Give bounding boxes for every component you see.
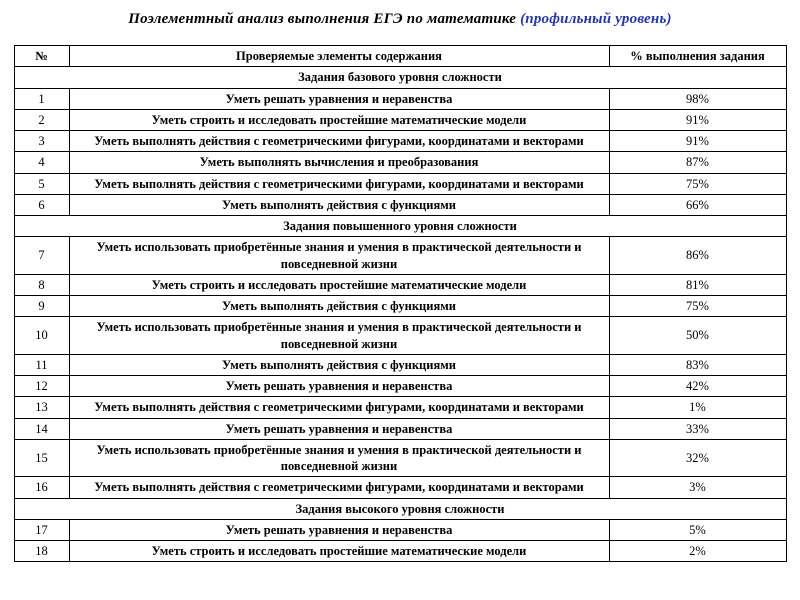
completion-percent: 75%	[609, 173, 786, 194]
table-row	[14, 519, 786, 540]
table-body	[14, 67, 786, 562]
table-row	[14, 317, 786, 355]
completion-percent: 42%	[609, 376, 786, 397]
completion-percent: 2%	[609, 541, 786, 562]
section-header-row	[14, 67, 786, 88]
table-row	[14, 541, 786, 562]
row-number: 15	[14, 439, 69, 477]
row-number: 3	[14, 131, 69, 152]
table-row	[14, 237, 786, 275]
table-row	[14, 88, 786, 109]
content-element: Уметь выполнять действия с геометрическими фигурами, координатами и векторами	[69, 477, 609, 498]
completion-percent: 1%	[609, 397, 786, 418]
completion-percent: 66%	[609, 194, 786, 215]
row-number: 4	[14, 152, 69, 173]
content-element: Уметь строить и исследовать простейшие математические модели	[69, 109, 609, 130]
content-element: Уметь использовать приобретённые знания и умения в практической деятельности и повседневной жизни	[69, 237, 609, 275]
content-element: Уметь выполнять действия с функциями	[69, 296, 609, 317]
row-number: 9	[14, 296, 69, 317]
content-element: Уметь решать уравнения и неравенства	[69, 376, 609, 397]
completion-percent: 5%	[609, 519, 786, 540]
row-number: 11	[14, 354, 69, 375]
table-row	[14, 152, 786, 173]
section-title: Задания высокого уровня сложности	[14, 498, 786, 519]
section-header-row	[14, 498, 786, 519]
row-number: 12	[14, 376, 69, 397]
row-number: 16	[14, 477, 69, 498]
completion-percent: 81%	[609, 274, 786, 295]
row-number: 14	[14, 418, 69, 439]
table-row	[14, 354, 786, 375]
table-row	[14, 296, 786, 317]
content-element: Уметь выполнять действия с геометрическими фигурами, координатами и векторами	[69, 397, 609, 418]
table-row	[14, 439, 786, 477]
completion-percent: 32%	[609, 439, 786, 477]
table-row	[14, 173, 786, 194]
completion-percent: 33%	[609, 418, 786, 439]
analysis-table	[14, 45, 787, 562]
row-number: 17	[14, 519, 69, 540]
section-header-row	[14, 216, 786, 237]
table-row	[14, 274, 786, 295]
row-number: 18	[14, 541, 69, 562]
completion-percent: 83%	[609, 354, 786, 375]
content-element: Уметь выполнять действия с геометрическими фигурами, координатами и векторами	[69, 173, 609, 194]
completion-percent: 3%	[609, 477, 786, 498]
row-number: 1	[14, 88, 69, 109]
table-row	[14, 418, 786, 439]
content-element: Уметь выполнять действия с функциями	[69, 354, 609, 375]
content-element: Уметь использовать приобретённые знания и умения в практической деятельности и повседневной жизни	[69, 439, 609, 477]
page-title-main: Поэлементный анализ выполнения ЕГЭ по математике	[128, 11, 521, 27]
row-number: 5	[14, 173, 69, 194]
completion-percent: 98%	[609, 88, 786, 109]
table-row	[14, 194, 786, 215]
row-number: 13	[14, 397, 69, 418]
col-header-content: Проверяемые элементы содержания	[69, 46, 609, 67]
content-element: Уметь решать уравнения и неравенства	[69, 418, 609, 439]
col-header-number: №	[14, 46, 69, 67]
content-element: Уметь решать уравнения и неравенства	[69, 519, 609, 540]
row-number: 10	[14, 317, 69, 355]
table-row	[14, 477, 786, 498]
content-element: Уметь строить и исследовать простейшие математические модели	[69, 274, 609, 295]
completion-percent: 91%	[609, 131, 786, 152]
table-row	[14, 109, 786, 130]
section-title: Задания повышенного уровня сложности	[14, 216, 786, 237]
completion-percent: 87%	[609, 152, 786, 173]
section-title: Задания базового уровня сложности	[14, 67, 786, 88]
content-element: Уметь выполнять вычисления и преобразования	[69, 152, 609, 173]
table-header-row	[14, 46, 786, 67]
completion-percent: 91%	[609, 109, 786, 130]
content-element: Уметь выполнять действия с функциями	[69, 194, 609, 215]
row-number: 6	[14, 194, 69, 215]
row-number: 8	[14, 274, 69, 295]
table-row	[14, 397, 786, 418]
completion-percent: 86%	[609, 237, 786, 275]
table-row	[14, 131, 786, 152]
content-element: Уметь строить и исследовать простейшие математические модели	[69, 541, 609, 562]
content-element: Уметь выполнять действия с геометрическими фигурами, координатами и векторами	[69, 131, 609, 152]
row-number: 7	[14, 237, 69, 275]
row-number: 2	[14, 109, 69, 130]
completion-percent: 50%	[609, 317, 786, 355]
content-element: Уметь использовать приобретённые знания и умения в практической деятельности и повседневной жизни	[69, 317, 609, 355]
completion-percent: 75%	[609, 296, 786, 317]
table-row	[14, 376, 786, 397]
col-header-percent: % выполнения задания	[609, 46, 786, 67]
page-title	[0, 11, 800, 28]
content-element: Уметь решать уравнения и неравенства	[69, 88, 609, 109]
page-title-accent: (профильный уровень)	[520, 11, 672, 27]
